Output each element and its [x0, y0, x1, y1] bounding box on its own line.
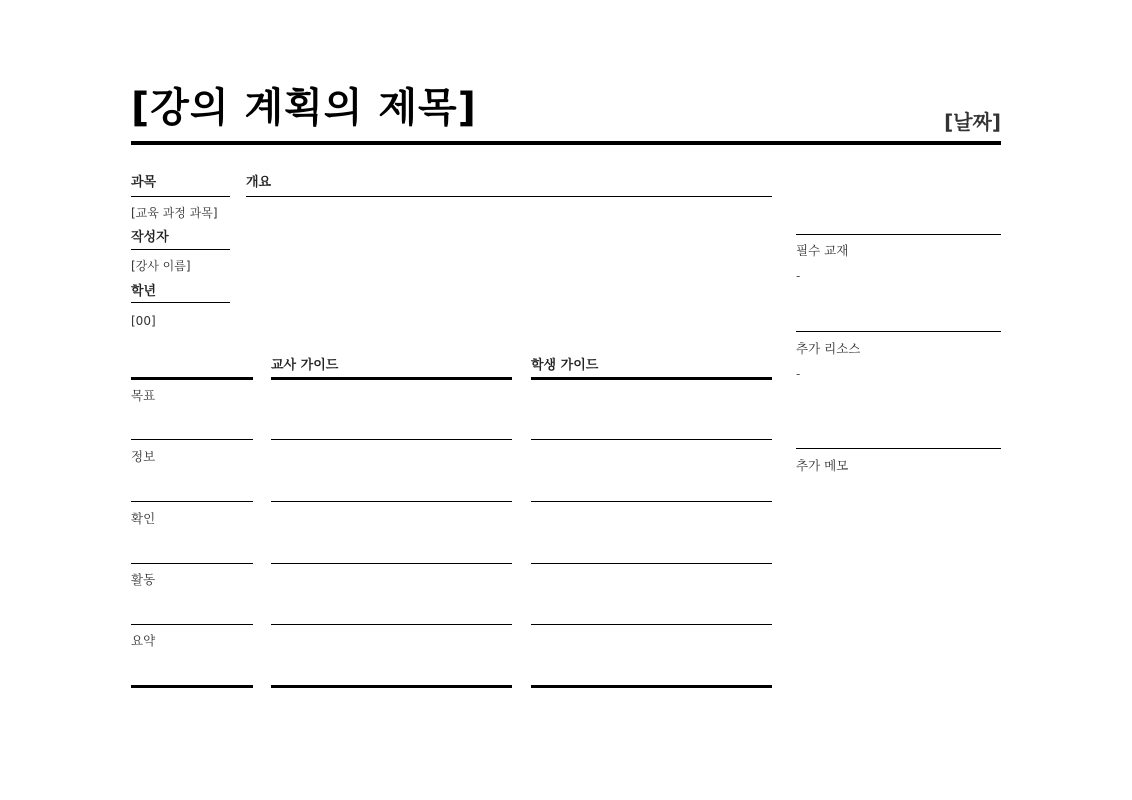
author-label: 작성자 — [131, 230, 169, 245]
row-divider — [131, 563, 253, 564]
author-divider — [131, 249, 230, 250]
student-guide-header: 학생 가이드 — [531, 358, 599, 373]
teacher-guide-header: 교사 가이드 — [271, 358, 339, 373]
grid-top-rule-label — [131, 377, 253, 380]
textbook-label: 필수 교재 — [796, 243, 849, 258]
row-label-activity: 활동 — [131, 572, 156, 587]
grade-divider — [131, 302, 230, 303]
overview-label: 개요 — [246, 175, 272, 190]
row-divider — [271, 563, 512, 564]
row-divider — [131, 501, 253, 502]
row-divider — [531, 563, 772, 564]
row-label-summary: 요약 — [131, 633, 156, 648]
row-divider — [131, 624, 253, 625]
memo-divider — [796, 448, 1001, 449]
row-divider — [131, 439, 253, 440]
page-title: [강의 계획의 제목] — [131, 85, 477, 131]
grade-value: [00] — [131, 314, 156, 328]
author-value: [강사 이름] — [131, 259, 191, 273]
grid-bottom-rule — [271, 685, 512, 688]
grid-top-rule-student — [531, 377, 772, 380]
resources-divider — [796, 331, 1001, 332]
row-divider — [271, 501, 512, 502]
header-divider — [131, 141, 1001, 145]
row-divider — [531, 501, 772, 502]
row-label-check: 확인 — [131, 511, 156, 526]
resources-label: 추가 리소스 — [796, 341, 861, 356]
row-divider — [531, 439, 772, 440]
textbook-divider — [796, 234, 1001, 235]
memo-label: 추가 메모 — [796, 458, 849, 473]
row-divider — [271, 624, 512, 625]
grid-bottom-rule — [531, 685, 772, 688]
grid-top-rule-teacher — [271, 377, 512, 380]
overview-divider — [246, 196, 772, 197]
resources-value: - — [796, 367, 801, 381]
row-label-information: 정보 — [131, 449, 156, 464]
grid-bottom-rule — [131, 685, 253, 688]
textbook-value: - — [796, 269, 801, 283]
subject-label: 과목 — [131, 175, 157, 190]
subject-divider — [131, 196, 230, 197]
subject-value: [교육 과정 과목] — [131, 206, 218, 220]
grade-label: 학년 — [131, 284, 157, 299]
row-label-objective: 목표 — [131, 388, 156, 403]
row-divider — [271, 439, 512, 440]
date-field: [날짜] — [944, 110, 1001, 134]
row-divider — [531, 624, 772, 625]
